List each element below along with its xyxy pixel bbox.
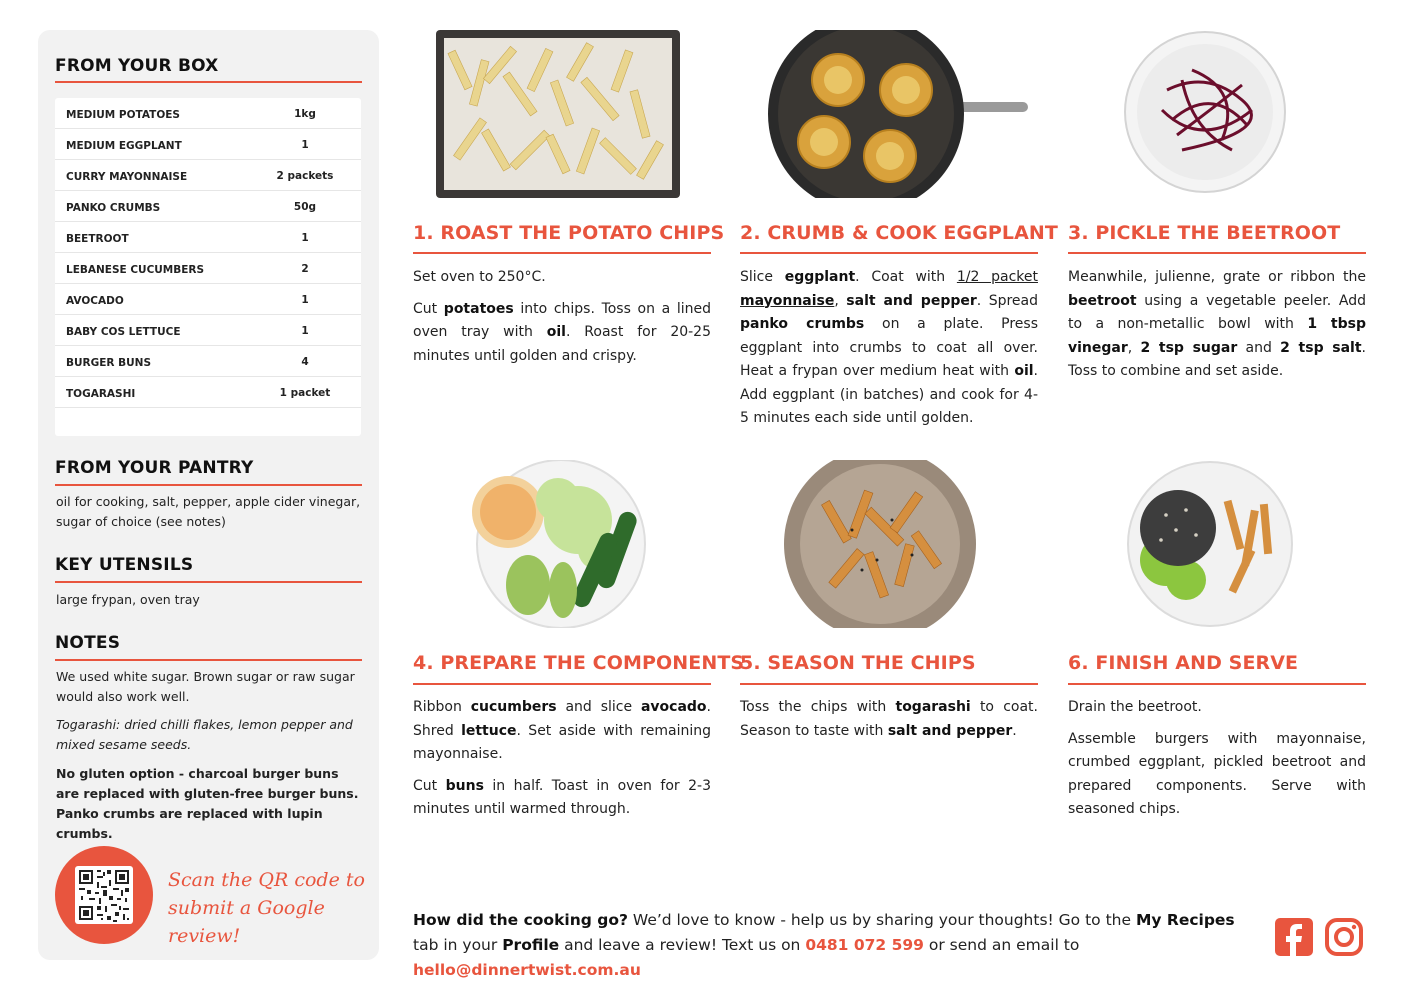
ingredient-qty: 2 xyxy=(301,263,309,275)
ingredient-qty: 1 xyxy=(301,294,309,306)
instagram-icon[interactable] xyxy=(1325,918,1363,956)
step-divider xyxy=(413,683,711,685)
ingredient-row xyxy=(55,346,361,377)
ingredient-name: MEDIUM POTATOES xyxy=(66,109,180,121)
ingredient-name: BABY COS LETTUCE xyxy=(66,326,181,338)
step-title: 5. SEASON THE CHIPS xyxy=(740,652,976,674)
step-instructions xyxy=(1068,696,1366,830)
footer-text: We’d love to know - help us by sharing your thoughts! Go to the xyxy=(627,911,1136,929)
step-title: 6. FINISH AND SERVE xyxy=(1068,652,1299,674)
ingredient-row xyxy=(55,253,361,284)
step-paragraph: Toss the chips with togarashi to coat. Season to taste with salt and pepper. xyxy=(740,699,1038,739)
footer-question: How did the cooking go? xyxy=(413,911,628,929)
step-instructions xyxy=(740,696,1038,751)
footer-text: or send an email to xyxy=(923,936,1080,954)
step-paragraph: Cut buns in half. Toast in oven for 2-3 minutes until warmed through. xyxy=(413,777,711,817)
step-title: 1. ROAST THE POTATO CHIPS xyxy=(413,222,725,244)
step-divider xyxy=(413,252,711,254)
seasoned-chips-bowl-image xyxy=(782,460,978,628)
facebook-icon[interactable] xyxy=(1275,918,1313,956)
ingredients-table xyxy=(55,98,361,436)
burger-plate-image xyxy=(1126,460,1294,628)
step-instructions xyxy=(1068,266,1366,392)
note-togarashi: Togarashi: dried chilli flakes, lemon pepper and mixed sesame seeds. xyxy=(56,717,353,752)
ingredient-qty: 4 xyxy=(301,356,309,368)
step-paragraph: Cut potatoes into chips. Toss on a lined oven tray with oil. Roast for 20-25 minutes until golden and crispy. xyxy=(413,300,712,364)
ingredient-name: TOGARASHI xyxy=(66,388,136,400)
footer-text: tab in your xyxy=(413,936,503,954)
step-instructions xyxy=(740,266,1038,439)
from-your-pantry-heading: FROM YOUR PANTRY xyxy=(55,458,254,478)
ingredient-qty: 50g xyxy=(293,201,317,213)
review-footer xyxy=(413,908,1263,983)
step-title: 2. CRUMB & COOK EGGPLANT xyxy=(740,222,1058,244)
step-divider xyxy=(740,252,1038,254)
heading-divider xyxy=(55,581,362,583)
step-divider xyxy=(1068,252,1366,254)
ingredient-qty: 1kg xyxy=(294,108,316,120)
qr-callout-line: Scan the QR code to xyxy=(168,869,365,891)
ingredient-name: BURGER BUNS xyxy=(66,357,152,369)
utensils-text: large frypan, oven tray xyxy=(56,592,200,607)
qr-code-icon[interactable] xyxy=(75,866,133,924)
ingredient-qty: 1 xyxy=(301,325,309,337)
step-paragraph: Drain the beetroot. xyxy=(1068,699,1202,715)
ingredient-qty: 2 packets xyxy=(276,170,334,182)
step-paragraph: Slice eggplant. Coat with 1/2 packet mayonnaise, salt and pepper. Spread panko crumbs on a plate. Press eggplant into crumbs to coat all over. Heat a frypan over medium heat with oil. Add eggplant (in batches) and cook for 4-5 minutes each side until golden. xyxy=(740,269,1038,426)
step-title: 3. PICKLE THE BEETROOT xyxy=(1068,222,1341,244)
ingredient-qty: 1 xyxy=(301,139,309,151)
ingredient-row xyxy=(55,284,361,315)
step-title: 4. PREPARE THE COMPONENTS xyxy=(413,652,745,674)
pantry-text: oil for cooking, salt, pepper, apple cider vinegar, sugar of choice (see notes) xyxy=(56,494,361,529)
ingredient-row xyxy=(55,377,361,408)
qr-callout xyxy=(168,866,368,950)
notes-heading: NOTES xyxy=(55,633,121,653)
note-gluten: No gluten option - charcoal burger buns are replaced with gluten-free burger buns. Panko crumbs are replaced with lupin crumbs. xyxy=(56,766,359,841)
profile-link[interactable]: Profile xyxy=(502,936,560,954)
step-paragraph: Set oven to 250°C. xyxy=(413,269,546,285)
ingredient-qty: 1 packet xyxy=(279,387,331,399)
pickled-beetroot-bowl-image xyxy=(1122,30,1288,194)
ingredient-name: CURRY MAYONNAISE xyxy=(66,171,188,183)
email-link[interactable]: hello@dinnertwist.com.au xyxy=(413,961,641,979)
step-divider xyxy=(1068,683,1366,685)
qr-badge[interactable] xyxy=(55,846,153,944)
components-plate-image xyxy=(468,460,654,628)
ingredient-row xyxy=(55,160,361,191)
heading-divider xyxy=(55,659,362,661)
step-instructions xyxy=(413,266,711,376)
key-utensils-heading: KEY UTENSILS xyxy=(55,555,194,575)
step-paragraph: Ribbon cucumbers and slice avocado. Shred lettuce. Set aside with remaining mayonnaise. xyxy=(413,699,711,762)
note-sugar: We used white sugar. Brown sugar or raw sugar would also work well. xyxy=(56,669,355,704)
ingredient-row xyxy=(55,129,361,160)
step-paragraph: Meanwhile, julienne, grate or ribbon the beetroot using a vegetable peeler. Add to a non-metallic bowl with 1 tbsp vinegar, 2 tsp sugar and 2 tsp salt. Toss to combine and set aside. xyxy=(1068,269,1366,379)
phone-link[interactable]: 0481 072 599 xyxy=(805,936,924,954)
ingredient-name: PANKO CRUMBS xyxy=(66,202,161,214)
step-divider xyxy=(740,683,1038,685)
heading-divider xyxy=(55,81,362,83)
qr-callout-line: submit a Google review! xyxy=(168,897,325,947)
from-your-box-heading: FROM YOUR BOX xyxy=(55,56,219,76)
ingredient-name: LEBANESE CUCUMBERS xyxy=(66,264,205,276)
ingredient-row xyxy=(55,98,361,129)
eggplant-frypan-image xyxy=(766,30,1030,198)
footer-text: and leave a review! Text us on xyxy=(559,936,806,954)
heading-divider xyxy=(55,484,362,486)
ingredient-row xyxy=(55,222,361,253)
ingredient-name: MEDIUM EGGPLANT xyxy=(66,140,182,152)
ingredient-name: BEETROOT xyxy=(66,233,129,245)
ingredient-name: AVOCADO xyxy=(66,295,124,307)
ingredient-row xyxy=(55,191,361,222)
my-recipes-link[interactable]: My Recipes xyxy=(1135,911,1235,929)
ingredient-row xyxy=(55,315,361,346)
step-paragraph: Assemble burgers with mayonnaise, crumbed eggplant, pickled beetroot and prepared components. Serve with seasoned chips. xyxy=(1068,730,1366,817)
ingredients-sidebar xyxy=(38,30,379,960)
potato-chips-tray-image xyxy=(436,30,680,198)
step-instructions xyxy=(413,696,711,830)
ingredient-qty: 1 xyxy=(301,232,309,244)
